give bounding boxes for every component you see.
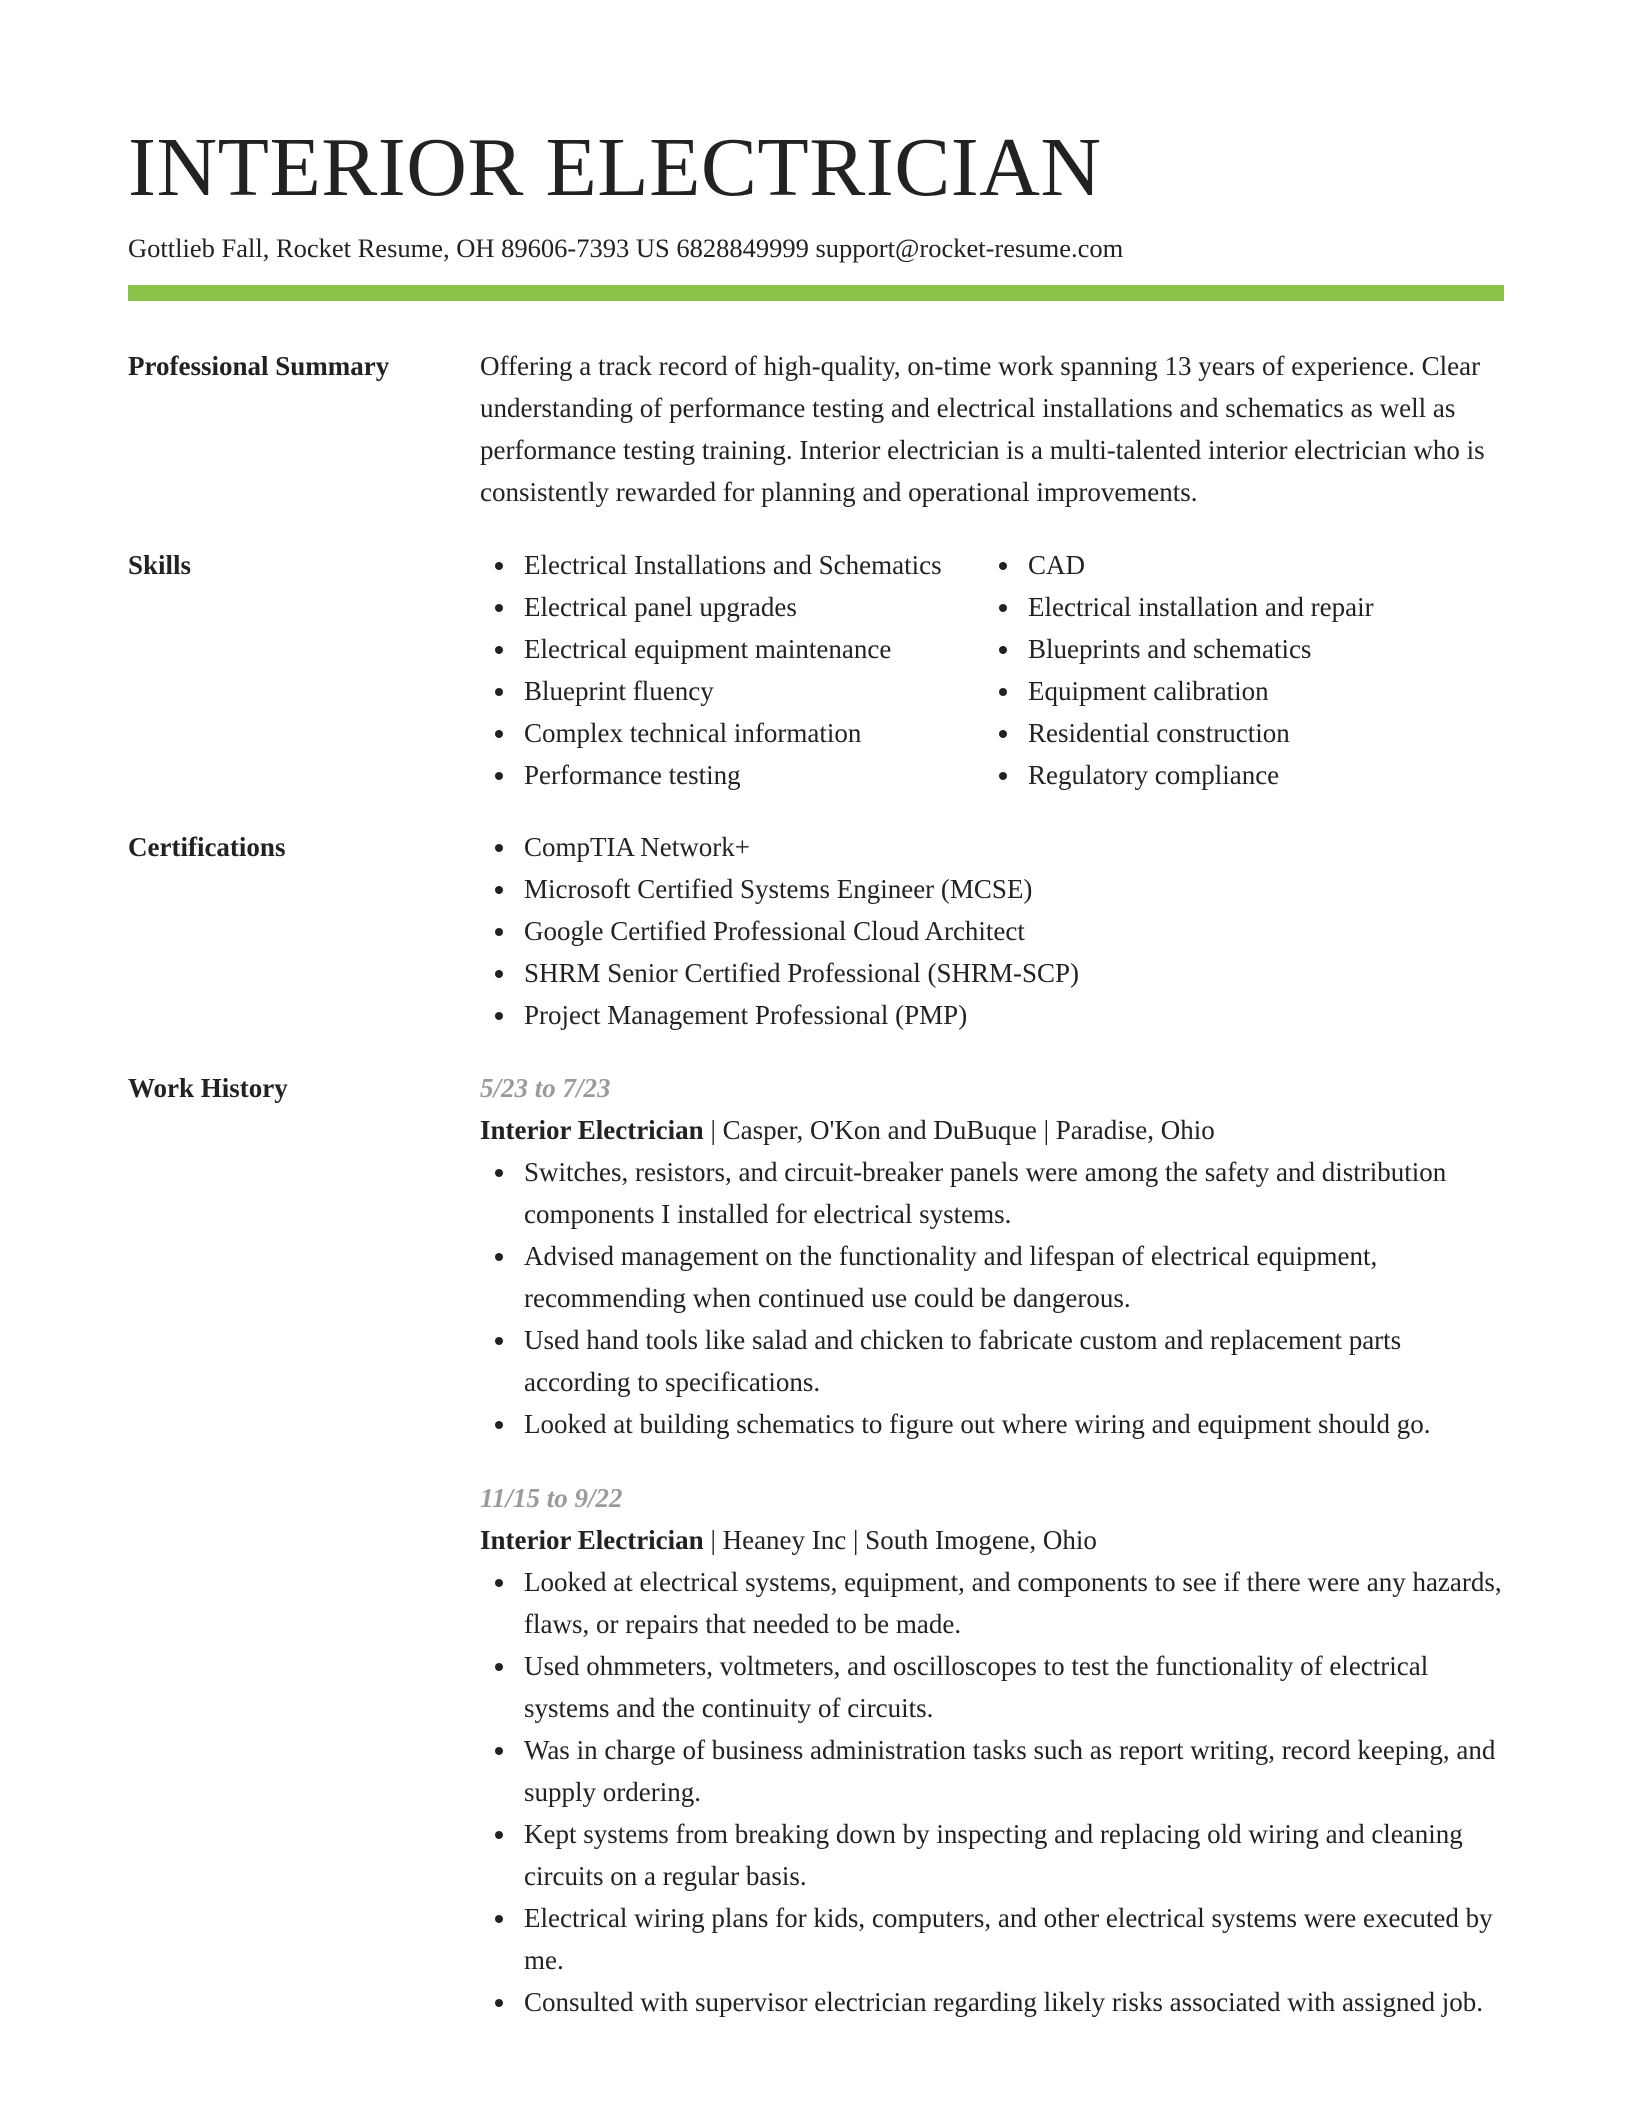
job-bullet: Looked at building schematics to figure out where wiring and equipment should go. <box>480 1403 1504 1445</box>
skill-item: Residential construction <box>984 712 1504 754</box>
skill-item: Electrical Installations and Schematics <box>480 544 984 586</box>
header-divider <box>128 285 1504 301</box>
certification-item: SHRM Senior Certified Professional (SHRM-SCP) <box>480 952 1504 994</box>
job-title: Interior Electrician <box>480 1115 704 1145</box>
job-date: 11/15 to 9/22 <box>480 1483 623 1513</box>
skill-item: Equipment calibration <box>984 670 1504 712</box>
job-bullet: Electrical wiring plans for kids, computers, and other electrical systems were executed by me. <box>480 1897 1504 1981</box>
job-bullet: Kept systems from breaking down by inspecting and replacing old wiring and cleaning circuits on a regular basis. <box>480 1813 1504 1897</box>
resume-header <box>128 118 1504 266</box>
job-heading <box>480 1519 1504 1561</box>
job-bullet: Consulted with supervisor electrician regarding likely risks associated with assigned job. <box>480 1981 1504 2023</box>
skill-item: Regulatory compliance <box>984 754 1504 796</box>
work-history-body <box>480 1067 1504 2023</box>
job-bullet: Advised management on the functionality and lifespan of electrical equipment, recommending when continued use could be dangerous. <box>480 1235 1504 1319</box>
job-company-location: | Heaney Inc | South Imogene, Ohio <box>703 1525 1097 1555</box>
skill-item: CAD <box>984 544 1504 586</box>
skill-item: Blueprints and schematics <box>984 628 1504 670</box>
skills-list-left <box>480 544 984 796</box>
skills-list-right <box>984 544 1504 796</box>
job-heading <box>480 1109 1504 1151</box>
job-title: Interior Electrician <box>480 1525 704 1555</box>
section-label-certifications: Certifications <box>128 832 286 862</box>
contact-line: Gottlieb Fall, Rocket Resume, OH 89606-7393 US 6828849999 support@rocket-resume.com <box>128 233 1124 263</box>
job-bullet: Was in charge of business administration tasks such as report writing, record keeping, and supply ordering. <box>480 1729 1504 1813</box>
certification-item: Project Management Professional (PMP) <box>480 994 1504 1036</box>
job-bullet: Switches, resistors, and circuit-breaker panels were among the safety and distribution components I installed for electrical systems. <box>480 1151 1504 1235</box>
job-company-location: | Casper, O'Kon and DuBuque | Paradise, Ohio <box>703 1115 1215 1145</box>
skill-item: Electrical installation and repair <box>984 586 1504 628</box>
job-bullets <box>480 1151 1504 1445</box>
certifications-list <box>480 826 1504 1036</box>
job-bullet: Looked at electrical systems, equipment, and components to see if there were any hazards, flaws, or repairs that needed to be made. <box>480 1561 1504 1645</box>
skill-item: Performance testing <box>480 754 984 796</box>
job-entry <box>480 1477 1504 2023</box>
certifications-body <box>480 826 1504 1036</box>
skill-item: Electrical panel upgrades <box>480 586 984 628</box>
skill-item: Complex technical information <box>480 712 984 754</box>
skills-body <box>480 544 1504 796</box>
job-bullet: Used ohmmeters, voltmeters, and oscilloscopes to test the functionality of electrical systems and the continuity of circuits. <box>480 1645 1504 1729</box>
section-label-summary: Professional Summary <box>128 351 390 381</box>
skill-item: Electrical equipment maintenance <box>480 628 984 670</box>
resume-name: INTERIOR ELECTRICIAN <box>128 121 1102 214</box>
job-bullet: Used hand tools like salad and chicken to fabricate custom and replacement parts according to specifications. <box>480 1319 1504 1403</box>
certification-item: CompTIA Network+ <box>480 826 1504 868</box>
job-date: 5/23 to 7/23 <box>480 1073 611 1103</box>
job-bullets <box>480 1561 1504 2023</box>
summary-text: Offering a track record of high-quality, on-time work spanning 13 years of experience. Clear understanding of performance testing and electrical installations and schematics as well as performance testing training. Interior electrician is a multi-talented interior electrician who is consistently rewarded for planning and operational improvements. <box>480 351 1485 507</box>
job-entry <box>480 1067 1504 1445</box>
certification-item: Google Certified Professional Cloud Architect <box>480 910 1504 952</box>
section-label-skills: Skills <box>128 550 192 580</box>
skill-item: Blueprint fluency <box>480 670 984 712</box>
section-label-work-history: Work History <box>128 1073 288 1103</box>
certification-item: Microsoft Certified Systems Engineer (MCSE) <box>480 868 1504 910</box>
summary-body <box>480 345 1504 513</box>
